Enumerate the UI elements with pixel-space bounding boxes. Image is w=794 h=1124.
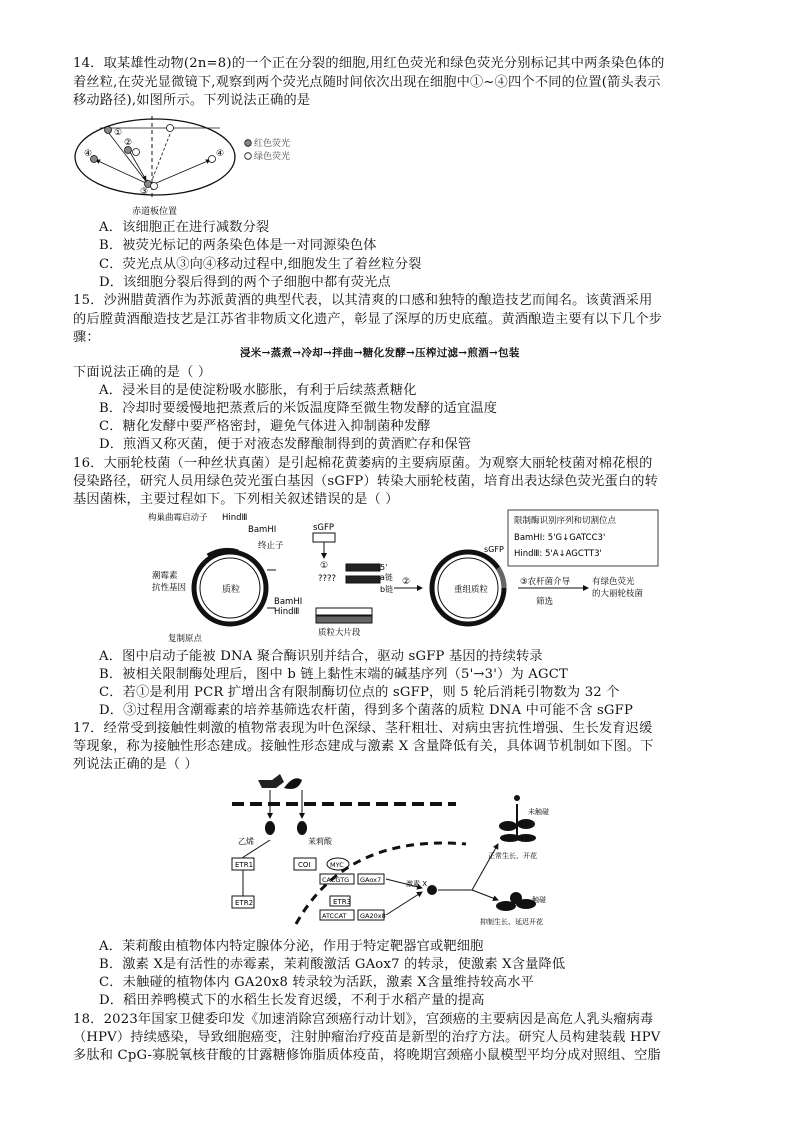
bam-label-top: BamHⅠ [248,525,277,535]
touched-label: 触碰 [532,896,546,904]
q16-option-b: B．被相关限制酶处理后，图中 b 链上黏性末端的碱基序列（5'→3'）为 AGCT [99,667,568,682]
q17-stem-line-3: 列说法正确的是（ ） [73,757,198,772]
q16-stem-line-3: 基因菌株，主要过程如下。下列相关叙述错误的是（ ） [73,492,399,507]
q17-option-b: B．激素 X是有活性的赤霉素，茉莉酸激活 GAox7 的转录，使激素 X含量降低 [99,957,566,972]
sgfp-strand-2 [346,576,380,583]
sgfp-strand-1 [346,564,380,571]
q15-option-c: C．糖化发酵中要严格密封，避免气体进入抑制菌种发酵 [99,419,431,434]
fragment-strand-1 [316,608,372,615]
step2-label: ② [402,577,411,587]
legend-green-label: 绿色荧光 [254,152,291,162]
recombinant-label: 重组质粒 [454,585,489,595]
box-bam: BamHⅠ: 5'G↓GATCC3' [514,533,606,543]
q17-stem-line-2: 等现象，称为接触性形态建成。接触性形态建成与激素 X 含量降低有关，具体调节机制如下图。下 [73,739,654,754]
pos2-label: ② [124,138,133,148]
q16-plasmid-diagram [148,508,668,644]
step1-label: ① [320,561,329,571]
etr2-label: ETR2 [235,899,254,907]
green-dot-pos1 [167,125,174,132]
qmarks-1: ???? [318,574,337,584]
fragment-strand-2 [316,616,372,623]
screen-label: 筛选 [536,597,554,607]
q15-question: 下面说法正确的是（ ） [73,365,212,380]
q15-stem-line-3: 骤： [73,330,100,345]
q14-stem-line-1: 14．取某雄性动物(2n=8)的一个正在分裂的细胞,用红色荧光和绿色荧光分别标记其中两条染色体的 [73,56,665,71]
q14-cell-diagram [70,112,310,218]
pos4-left-label: ④ [84,149,93,159]
q15-option-a: A．浸米目的是使淀粉吸水膨胀，有利于后续蒸煮糖化 [99,383,417,398]
q14-option-c: C．荧光点从③向④移动过程中,细胞发生了着丝粒分裂 [99,257,422,272]
inhibit-growth-label: 抑制生长、延迟开花 [480,918,543,926]
cacgtg-label: CACGTG [322,876,350,884]
green-dot-pos4 [209,156,216,163]
q17-option-c: C．未触碰的植物体内 GA20x8 转录较为活跃，激素 X含量维持较高水平 [99,975,534,990]
q16-stem-line-2: 侵染路径，研究人员用绿色荧光蛋白基因（sGFP）转染大丽轮枝菌，培育出表达绿色荧光蛋白的转 [73,474,659,489]
etr1-label: ETR1 [235,861,254,869]
sgfp-label: sGFP [313,523,335,533]
q18-stem-line-2: （HPV）持续感染，导致细胞癌变，注射肿瘤治疗疫苗是新型的治疗方法。研究人员构建装载 HPV [73,1030,661,1045]
green-dot-pos2 [133,149,140,156]
green-dot-pos3 [151,183,158,190]
plasmid-label: 质粒 [222,585,241,595]
terminator-label: 终止子 [258,541,284,551]
sgfp-in-recomb: sGFP [484,545,504,554]
q14-option-a: A．该细胞正在进行减数分裂 [99,220,270,235]
q16-option-a: A．图中启动子能被 DNA 聚合酶识别并结合，驱动 sGFP 基因的持续转录 [99,649,543,664]
q18-stem-line-1: 18．2023年国家卫健委印发《加速消除宫颈癌行动计划》，宫颈癌的主要病因是高危人乳头瘤病毒 [73,1012,654,1027]
pos1-label: ① [114,128,123,138]
box-title: 限制酶识别序列和切割位点 [514,516,617,526]
pos3-label: ③ [140,187,149,197]
q17-signaling-diagram [226,774,566,934]
hind-label-bottom: HindⅢ [274,607,300,617]
q17-stem-line-1: 17．经常受到接触性刺激的植物常表现为叶色深绿、茎秆粗壮、对病虫害抗性增强、生长发育迟缓 [73,721,653,736]
equatorial-plate-label: 赤道板位置 [132,207,178,217]
plant-leaf-icon [284,778,302,789]
legend-red-label: 红色荧光 [254,139,291,149]
resistance-label-1: 潮霉素 [152,571,178,581]
jasmonic-label: 茉莉酸 [308,837,332,846]
q15-process-flow: 浸米→蒸煮→冷却→拌曲→糖化发酵→压榨过滤→煎酒→包装 [240,347,520,359]
q14-stem-line-2: 着丝粒,在荧光显微镜下,观察到两个荧光点随时间依次出现在细胞中①~④四个不同的位置(箭头表示 [73,75,661,90]
promoter-label: 构巢曲霉启动子 [148,513,208,523]
q16-option-c: C．若①是利用 PCR 扩增出含有限制酶切位点的 sGFP，则 5 轮后消耗引物数为 32 个 [99,685,620,700]
ethylene-label: 乙烯 [238,837,254,846]
q15-stem-line-2: 的后膛黄酒酿造技艺是江苏省非物质文化遗产，彰显了深厚的历史底蕴。黄酒酿造主要有以下几个步 [73,312,663,327]
atccat-label: ATCCAT [322,912,347,920]
result-line-2: 的大丽轮枝菌 [592,589,644,599]
hind-label-top: HindⅢ [222,513,248,523]
q15-option-d: D．煎酒又称灭菌，便于对液态发酵酿制得到的黄酒贮存和保管 [99,437,472,452]
q16-option-d: D．③过程用含潮霉素的培养基筛选农杆菌，得到多个菌落的质粒 DNA 中可能不含 sGFP [99,703,634,718]
untouched-label: 未触碰 [528,808,549,816]
result-line-1: 有绿色荧光 [592,577,635,587]
b-chain-label: b链 [380,585,394,594]
ga20x8-label: GA20x8 [360,912,386,920]
q14-option-b: B．被荧光标记的两条染色体是一对同源染色体 [99,238,377,253]
gaox7-label: GAox7 [360,876,382,884]
myc-label: MYC [330,861,344,869]
q16-stem-line-1: 16．大丽轮枝菌（一种丝状真菌）是引起棉花黄萎病的主要病原菌。为观察大丽轮枝菌对棉花根的 [73,456,653,471]
end5-label: 5' [380,563,388,572]
origin-label: 复制原点 [168,634,203,644]
bam-label-bottom: BamHⅠ [274,597,303,607]
q17-option-a: A．茉莉酸由植物体内特定腺体分泌，作用于特定靶器官或靶细胞 [99,939,484,954]
q15-option-b: B．冷却时要缓慢地把蒸煮后的米饭温度降至微生物发酵的适宜温度 [99,401,498,416]
etr3-label: ETR3 [333,898,352,906]
coi-label: COI [298,861,311,869]
box-hind: HindⅢ: 5'A↓AGCTT3' [514,549,602,559]
untouched-plant-icon [499,795,536,842]
step3-label: ③农杆菌介导 [520,577,571,587]
normal-growth-label: 正常生长、开花 [488,852,537,860]
pos4-right-label: ④ [216,149,225,159]
insect-icon [258,774,284,788]
resistance-label-2: 抗性基因 [152,583,187,593]
q18-stem-line-3: 多肽和 CpG-寡脱氧核苷酸的甘露糖修饰脂质体疫苗，将晚期宫颈癌小鼠模型平均分成对照组、空脂 [73,1048,661,1063]
q14-stem-line-3: 移动路径),如图所示。下列说法正确的是 [73,93,311,108]
hormone-x-label: 激素 X [406,880,428,888]
touched-plant-icon [496,892,536,911]
q17-option-d: D．稻田养鸭模式下的水稻生长发育迟缓，不利于水稻产量的提高 [99,993,485,1008]
red-dot-pos1 [105,127,112,134]
q15-stem-line-1: 15．沙洲腊黄酒作为苏派黄酒的典型代表，以其清爽的口感和独特的酿造技艺而闻名。该黄酒采用 [73,293,653,308]
fragment-label: 质粒大片段 [318,628,361,638]
q14-option-d: D．该细胞分裂后得到的两个子细胞中都有荧光点 [99,275,391,290]
a-chain-label: a链 [380,573,393,582]
